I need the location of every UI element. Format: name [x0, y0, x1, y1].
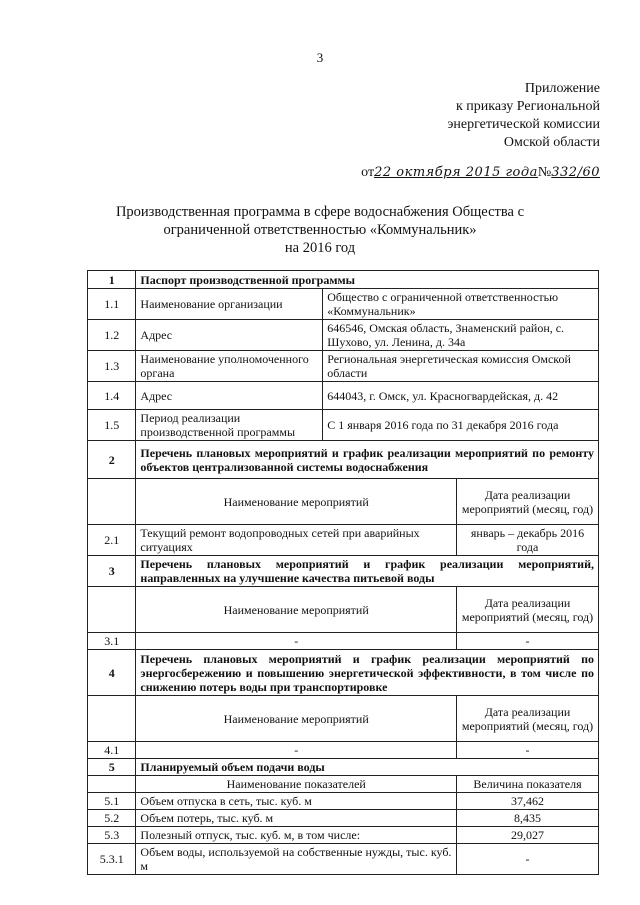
row-label: Адрес — [136, 382, 323, 410]
table-row — [88, 289, 599, 320]
section-row — [88, 650, 599, 696]
row-number: 1.3 — [88, 351, 136, 382]
table-row — [88, 742, 599, 759]
column-header-event: Наименование мероприятий — [136, 696, 457, 742]
column-header-row — [88, 587, 599, 633]
row-label: Объем потерь, тыс. куб. м — [136, 810, 457, 827]
row-label: Объем отпуска в сеть, тыс. куб. м — [136, 793, 457, 810]
row-number: 1.2 — [88, 320, 136, 351]
number-sign: № — [537, 165, 552, 180]
row-value: 644043, г. Омск, ул. Красногвардейская, д. 42 — [323, 382, 599, 410]
order-date: 22 октября 2015 года — [374, 165, 538, 180]
section-number: 1 — [88, 271, 136, 289]
column-header-date: Дата реализации мероприятий (месяц, год) — [457, 479, 599, 525]
row-date: - — [457, 633, 599, 650]
row-date: - — [457, 742, 599, 759]
section-number: 2 — [88, 441, 136, 479]
page-number: 3 — [316, 50, 324, 65]
column-header-event: Наименование мероприятий — [136, 479, 457, 525]
program-table — [87, 270, 599, 875]
column-header-row — [88, 776, 599, 793]
row-number: 1.1 — [88, 289, 136, 320]
row-number: 1.5 — [88, 410, 136, 441]
appendix-line: к приказу Региональной — [455, 99, 600, 114]
appendix-line: Приложение — [524, 81, 600, 96]
row-label: Объем воды, используемой на собственные нужды, тыс. куб. м — [136, 844, 457, 875]
section-title: Паспорт производственной программы — [136, 271, 599, 289]
table-row — [88, 793, 599, 810]
from-label: от — [361, 165, 375, 180]
section-row — [88, 556, 599, 587]
row-event: - — [136, 633, 457, 650]
section-number: 3 — [88, 556, 136, 587]
column-header-row — [88, 479, 599, 525]
row-label: Адрес — [136, 320, 323, 351]
table-row — [88, 382, 599, 410]
order-date-line — [361, 164, 600, 182]
empty-cell — [88, 696, 136, 742]
row-value: С 1 января 2016 года по 31 декабря 2016 года — [323, 410, 599, 441]
column-header-event: Наименование мероприятий — [136, 587, 457, 633]
column-header-date: Дата реализации мероприятий (месяц, год) — [457, 696, 599, 742]
column-header-date: Дата реализации мероприятий (месяц, год) — [457, 587, 599, 633]
row-value: 646546, Омская область, Знаменский район, с. Шухово, ул. Ленина, д. 34а — [323, 320, 599, 351]
section-row — [88, 271, 599, 289]
row-label: Полезный отпуск, тыс. куб. м, в том числе: — [136, 827, 457, 844]
table-row — [88, 525, 599, 556]
section-title: Перечень плановых мероприятий и график реализации мероприятий по ремонту объектов централизованной системы водоснабжения — [136, 441, 599, 479]
section-title: Перечень плановых мероприятий и график реализации мероприятий, направленных на улучшение качества питьевой воды — [136, 556, 599, 587]
empty-cell — [88, 587, 136, 633]
title-line: ограниченной ответственностью «Коммунальник» — [163, 222, 477, 238]
row-label: Период реализации производственной программы — [136, 410, 323, 441]
order-number: 332/60 — [551, 165, 600, 180]
table-row — [88, 633, 599, 650]
title-line: на 2016 год — [284, 240, 356, 256]
row-value: Региональная энергетическая комиссия Омской области — [323, 351, 599, 382]
table-row — [88, 827, 599, 844]
column-header-value: Величина показателя — [457, 776, 599, 793]
appendix-line: энергетической комиссии — [447, 117, 600, 132]
table-row — [88, 810, 599, 827]
row-event: - — [136, 742, 457, 759]
row-number: 5.1 — [88, 793, 136, 810]
row-number: 2.1 — [88, 525, 136, 556]
column-header-row — [88, 696, 599, 742]
table-row — [88, 351, 599, 382]
row-number: 5.3.1 — [88, 844, 136, 875]
column-header-indicator: Наименование показателей — [136, 776, 457, 793]
row-value: 8,435 — [457, 810, 599, 827]
document-title — [0, 203, 640, 257]
empty-cell — [88, 479, 136, 525]
row-number: 3.1 — [88, 633, 136, 650]
appendix-block — [361, 80, 600, 182]
table-row — [88, 410, 599, 441]
row-value: Общество с ограниченной ответственностью «Коммунальник» — [323, 289, 599, 320]
section-row — [88, 441, 599, 479]
row-value: 37,462 — [457, 793, 599, 810]
row-number: 4.1 — [88, 742, 136, 759]
row-number: 5.3 — [88, 827, 136, 844]
title-line: Производственная программа в сфере водоснабжения Общества с — [115, 204, 525, 220]
row-event: Текущий ремонт водопроводных сетей при аварийных ситуациях — [136, 525, 457, 556]
section-number: 5 — [88, 759, 136, 776]
row-label: Наименование организации — [136, 289, 323, 320]
empty-cell — [88, 776, 136, 793]
section-row — [88, 759, 599, 776]
section-title: Планируемый объем подачи воды — [136, 759, 599, 776]
section-title: Перечень плановых мероприятий и график реализации мероприятий по энергосбережению и повышению энергетической эффективности, в том числе по снижению потерь воды при транспортировке — [136, 650, 599, 696]
table-row — [88, 844, 599, 875]
row-date: январь – декабрь 2016 года — [457, 525, 599, 556]
row-number: 5.2 — [88, 810, 136, 827]
row-number: 1.4 — [88, 382, 136, 410]
table-row — [88, 320, 599, 351]
row-value: - — [457, 844, 599, 875]
appendix-line: Омской области — [503, 135, 600, 150]
row-label: Наименование уполномоченного органа — [136, 351, 323, 382]
row-value: 29,027 — [457, 827, 599, 844]
section-number: 4 — [88, 650, 136, 696]
